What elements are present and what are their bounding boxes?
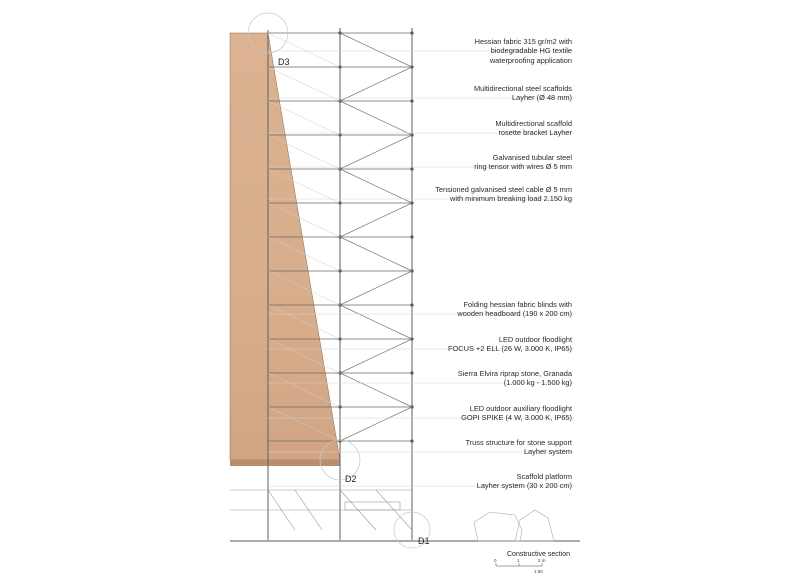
annotation-6 [402, 335, 572, 354]
annotation-line: GOPI SPIKE (4 W, 3.000 K, IP65) [461, 413, 572, 423]
annotation-line: Galvanised tubular steel [492, 153, 572, 162]
annotation-2 [402, 119, 572, 138]
drawing-caption: Constructive section [507, 551, 571, 558]
annotation-line: biodegradable HG textile [490, 46, 572, 56]
annotation-10 [402, 472, 572, 491]
detail-label-d3: D3 [278, 57, 290, 67]
annotation-line: (1.000 kg - 1.500 kg) [503, 378, 572, 388]
annotation-line: Layher (Ø 48 mm) [512, 93, 572, 103]
annotation-line: Hessian fabric 315 gr/m2 with [474, 37, 572, 46]
detail-label-d2: D2 [345, 474, 357, 484]
annotation-7 [402, 369, 572, 388]
rosette-node [410, 235, 413, 238]
annotation-line: with minimum breaking load 2.150 kg [449, 194, 572, 204]
annotation-line: Layher system [523, 447, 572, 457]
annotation-9 [402, 438, 572, 457]
scale-tick-1: 1 [517, 558, 520, 563]
riprap-stone [474, 512, 522, 541]
scale-tick-0: 0 [494, 558, 497, 563]
annotation-4 [402, 185, 572, 204]
annotation-line: Sierra Elvira riprap stone, Granada [457, 369, 572, 378]
annotation-line: Multidirectional steel scaffolds [473, 84, 572, 93]
stone-support-truss [230, 490, 412, 530]
diagonal-brace [340, 203, 412, 237]
annotation-line: rosette bracket Layher [498, 128, 572, 138]
scale-tick-2: 2 m [538, 558, 546, 563]
annotation-line: FOCUS +2 ELL (26 W, 3.000 K, IP65) [448, 344, 572, 354]
rosette-node [410, 31, 413, 34]
annotation-line: Folding hessian fabric blinds with [463, 300, 572, 309]
annotation-1 [402, 84, 572, 103]
hessian-fabric [230, 33, 340, 460]
scale-ratio: 1:50 [534, 569, 543, 574]
diagonal-brace [340, 237, 412, 271]
annotation-line: LED outdoor floodlight [498, 335, 572, 344]
annotation-line: waterproofing application [489, 55, 572, 65]
annotation-line: Scaffold platform [516, 472, 572, 481]
annotation-line: ring tensor with wires Ø 5 mm [474, 162, 572, 172]
annotation-line: Multidirectional scaffold [495, 119, 572, 128]
wooden-headboard [230, 460, 340, 466]
annotation-line: LED outdoor auxiliary floodlight [469, 404, 572, 413]
annotation-line: Tensioned galvanised steel cable Ø 5 mm [435, 185, 572, 194]
annotation-0 [402, 37, 572, 65]
annotation-line: wooden headboard (190 x 200 cm) [457, 309, 572, 319]
annotation-line: Layher system (30 x 200 cm) [476, 481, 572, 491]
annotation-5 [402, 300, 572, 319]
scale-bar [496, 563, 542, 566]
detail-label-d1: D1 [418, 536, 430, 546]
annotation-8 [402, 404, 572, 423]
annotation-line: Truss structure for stone support [465, 438, 572, 447]
annotation-3 [402, 153, 572, 172]
